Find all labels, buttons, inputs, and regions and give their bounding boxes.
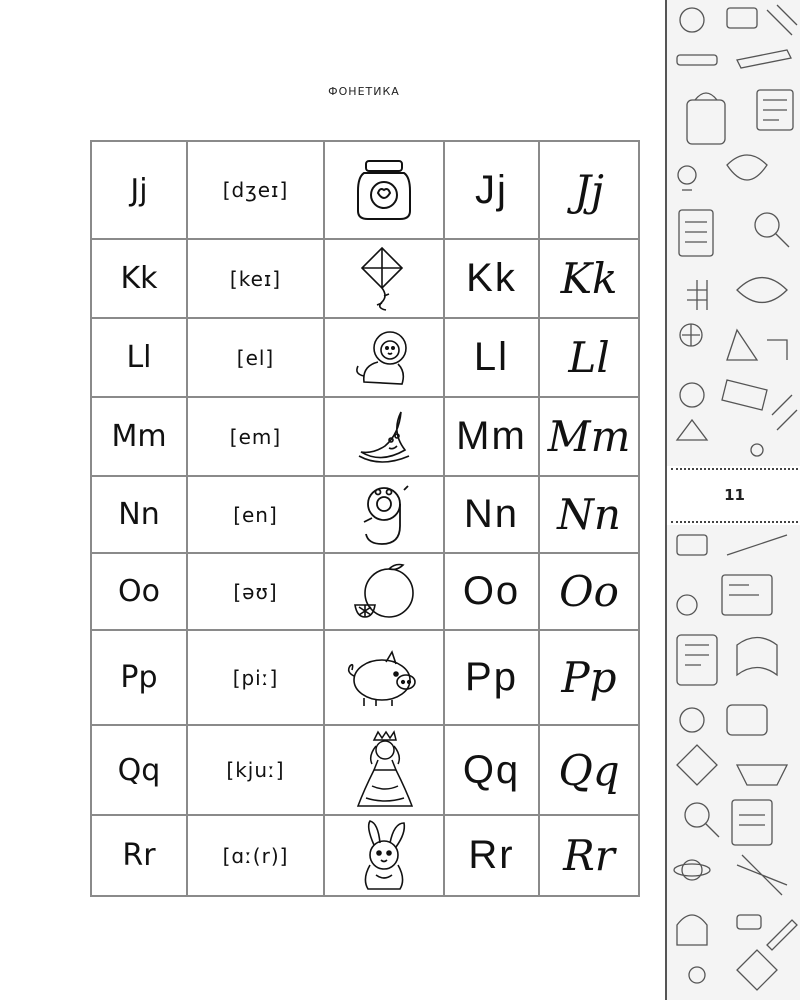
dashed-divider xyxy=(671,521,798,523)
transcription-cell: [keɪ] xyxy=(187,239,324,318)
handwritten-letter-cell: Mm xyxy=(444,397,539,476)
picture-cell xyxy=(324,318,444,397)
cursive-letter-cell: Pp xyxy=(539,630,639,725)
jam-jar-icon xyxy=(325,157,443,223)
school-doodles-pattern xyxy=(667,0,800,466)
handwritten-letter-cell: Pp xyxy=(444,630,539,725)
letter-cell: Rr xyxy=(91,815,187,896)
transcription-cell: [piː] xyxy=(187,630,324,725)
handwritten-letter-cell: Kk xyxy=(444,239,539,318)
letter-cell: Ll xyxy=(91,318,187,397)
picture-cell xyxy=(324,239,444,318)
dashed-divider xyxy=(671,468,798,470)
table-row xyxy=(91,476,639,553)
handwritten-letter-cell: Qq xyxy=(444,725,539,815)
table-row xyxy=(91,725,639,815)
cursive-letter-cell: Qq xyxy=(539,725,639,815)
kite-icon xyxy=(325,246,443,312)
cursive-letter-cell: Ll xyxy=(539,318,639,397)
decorative-sidebar xyxy=(665,0,800,1000)
table-row xyxy=(91,239,639,318)
transcription-cell: [ɑː(r)] xyxy=(187,815,324,896)
transcription-cell: [el] xyxy=(187,318,324,397)
table-row xyxy=(91,397,639,476)
transcription-cell: [dʒeɪ] xyxy=(187,141,324,239)
alphabet-table xyxy=(90,140,640,897)
letter-cell: Jj xyxy=(91,141,187,239)
transcription-cell: [em] xyxy=(187,397,324,476)
cursive-letter-cell: Nn xyxy=(539,476,639,553)
rabbit-icon xyxy=(325,819,443,893)
lion-icon xyxy=(325,326,443,390)
handwritten-letter-cell: Ll xyxy=(444,318,539,397)
transcription-cell: [en] xyxy=(187,476,324,553)
picture-cell xyxy=(324,141,444,239)
table-row xyxy=(91,553,639,630)
handwritten-letter-cell: Nn xyxy=(444,476,539,553)
table-row xyxy=(91,318,639,397)
page-header-title: ФОНЕТИКА xyxy=(328,85,400,98)
letter-cell: Nn xyxy=(91,476,187,553)
letter-cell: Oo xyxy=(91,553,187,630)
cursive-letter-cell: Oo xyxy=(539,553,639,630)
transcription-cell: [əʊ] xyxy=(187,553,324,630)
transcription-cell: [kjuː] xyxy=(187,725,324,815)
table-row xyxy=(91,141,639,239)
table-row xyxy=(91,815,639,896)
picture-cell xyxy=(324,815,444,896)
page-number: 11 xyxy=(724,486,745,504)
orange-icon xyxy=(325,561,443,623)
picture-cell xyxy=(324,630,444,725)
cursive-letter-cell: Mm xyxy=(539,397,639,476)
handwritten-letter-cell: Rr xyxy=(444,815,539,896)
moon-icon xyxy=(325,406,443,468)
cursive-letter-cell: Rr xyxy=(539,815,639,896)
letter-cell: Pp xyxy=(91,630,187,725)
queen-icon xyxy=(325,730,443,810)
letter-cell: Kk xyxy=(91,239,187,318)
handwritten-letter-cell: Oo xyxy=(444,553,539,630)
picture-cell xyxy=(324,553,444,630)
picture-cell xyxy=(324,725,444,815)
picture-cell xyxy=(324,397,444,476)
cursive-letter-cell: Jj xyxy=(539,141,639,239)
school-doodles-pattern xyxy=(667,525,800,1000)
page-number-band xyxy=(667,466,800,525)
table-row xyxy=(91,630,639,725)
picture-cell xyxy=(324,476,444,553)
handwritten-letter-cell: Jj xyxy=(444,141,539,239)
pig-icon xyxy=(325,648,443,708)
nine-icon xyxy=(325,482,443,548)
letter-cell: Qq xyxy=(91,725,187,815)
letter-cell: Mm xyxy=(91,397,187,476)
cursive-letter-cell: Kk xyxy=(539,239,639,318)
